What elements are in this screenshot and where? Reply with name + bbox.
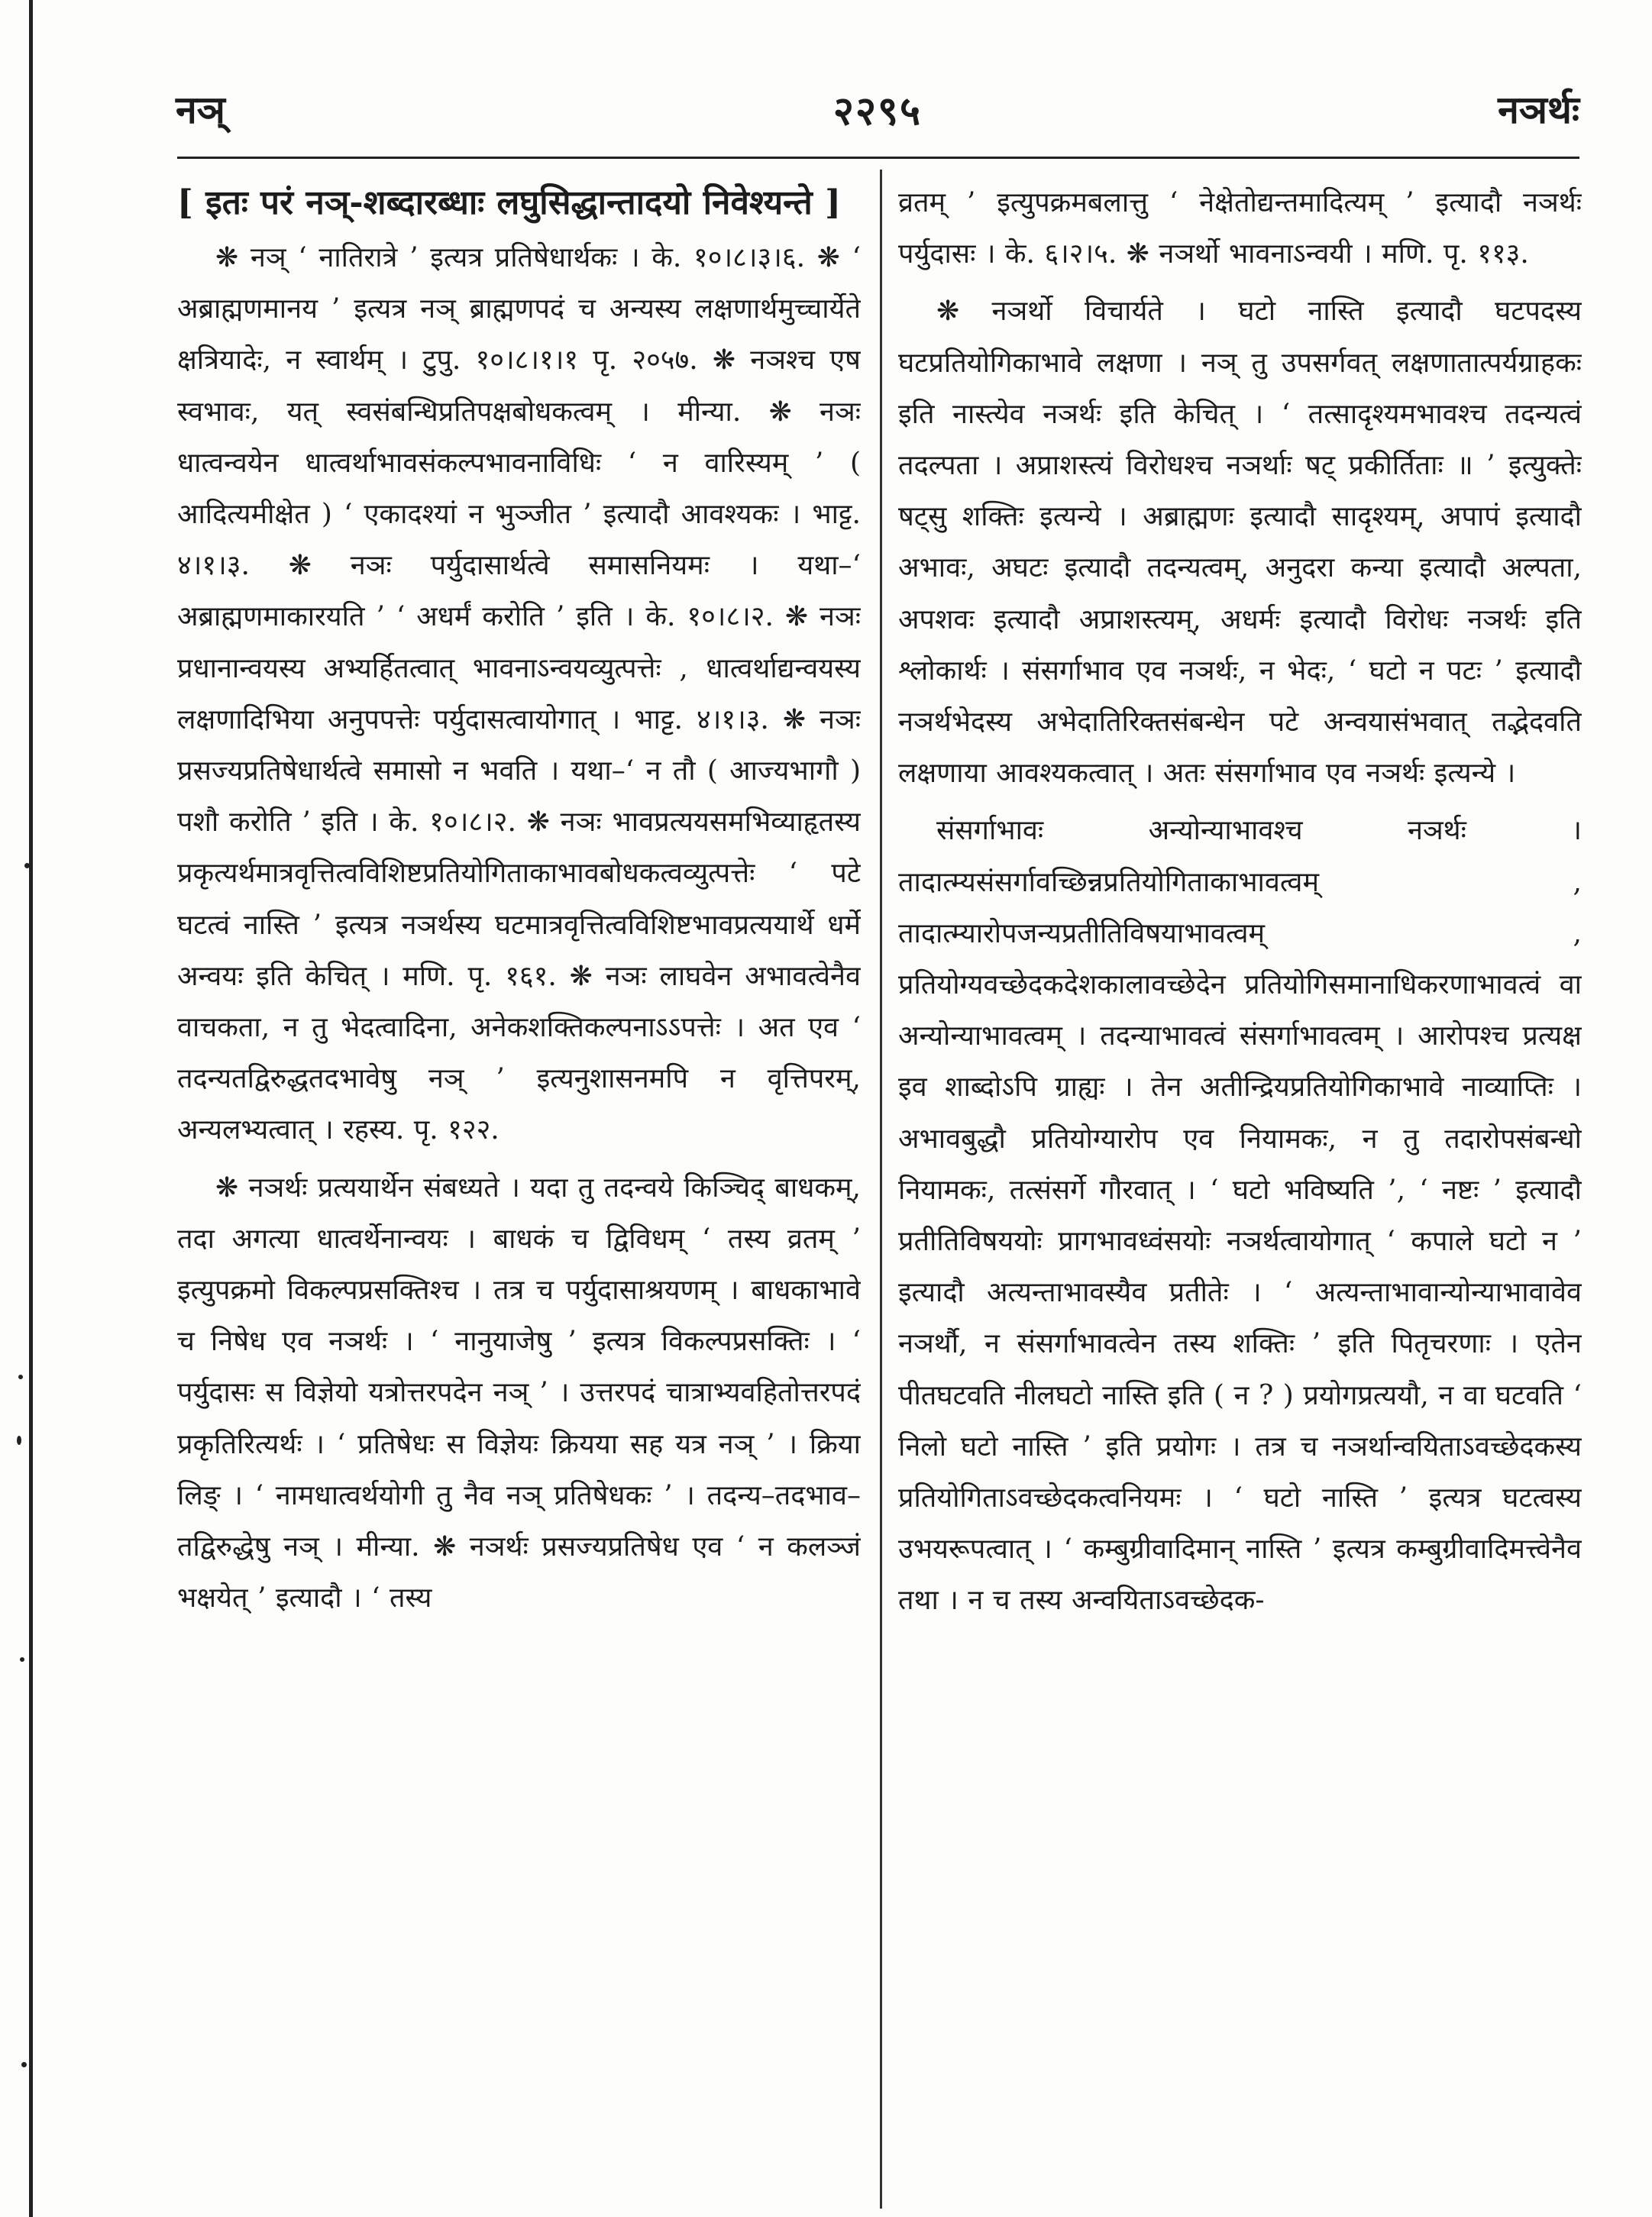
paragraph xyxy=(898,805,1582,1626)
running-header xyxy=(176,82,1579,144)
binding-edge-rule xyxy=(29,0,33,2217)
header-right-word: नञर्थः xyxy=(1498,87,1579,132)
paragraph-text: संसर्गाभावः अन्योन्याभावश्च नञर्थः । तादात्म्यसंसर्गावच्छिन्नप्रतियोगिताकाभावत्वम् , तादात्म्यारोपजन्यप्रतीतिविषयाभावत्वम् , प्रतियोग्यवच्छेदकदेशकालावच्छेदेन प्रतियोगिसमानाधिकरणाभावत्वं वा अन्योन्याभावत्वम् । तदन्याभावत्वं संसर्गाभावत्वम् । आरोपश्च प्रत्यक्ष इव शाब्दोऽपि ग्राह्यः । तेन अतीन्द्रियप्रतियोगिकाभावे नाव्याप्तिः । अभावबुद्धौ प्रतियोग्यारोप एव नियामकः, न तु तदारोपसंबन्धो नियामकः, तत्संसर्गे गौरवात् । ‘ घटो भविष्यति ’, ‘ नष्टः ’ इत्यादौ प्रतीतिविषययोः प्रागभावध्वंसयोः नञर्थत्वायोगात् ‘ कपाले घटो न ’ इत्यादौ अत्यन्ताभावस्यैव प्रतीतेः । ‘ अत्यन्ताभावान्योन्याभावावेव नञर्थौ, न संसर्गाभावत्वेन तस्य शक्तिः ’ इति पितृचरणाः । एतेन पीतघटवति नीलघटो नास्ति इति ( न ? ) प्रयोगप्रत्ययौ, न वा घटवति ‘ निलो घटो नास्ति ’ इति प्रयोगः । तत्र च नञर्थान्वयिताऽवच्छेदकस्य प्रतियोगिताऽवच्छेदकत्वनियमः । ‘ घटो नास्ति ’ इत्यत्र घटत्वस्य उभयरूपत्वात् । ‘ कम्बुग्रीवादिमान् नास्ति ’ इत्यत्र कम्बुग्रीवादिमत्त्वेनैव तथा । न च तस्य अन्वयिताऽवच्छेदक- xyxy=(898,815,1582,1617)
margin-speck xyxy=(18,1375,23,1379)
right-column xyxy=(898,177,1582,2209)
paragraph: व्रतम् ’ इत्युपक्रमबलात्तु ‘ नेक्षेतोद्यन्तमादित्यम् ’ इत्यादौ नञर्थः पर्युदासः । के. ६।२।५. ❋ नञर्थो भावनाऽन्वयी । मणि. पृ. ११३. xyxy=(898,187,1582,270)
left-column xyxy=(177,177,861,2209)
margin-speck xyxy=(21,2062,27,2067)
column-divider xyxy=(880,170,882,2209)
header-rule xyxy=(177,157,1579,159)
section-intro: [ इतः परं नञ्-शब्दारब्धाः लघुसिद्धान्तादयो निवेश्यन्ते ] xyxy=(177,183,841,222)
margin-speck xyxy=(17,1436,21,1445)
paragraph-text: ❋ नञ् ‘ नातिरात्रे ’ इत्यत्र प्रतिषेधार्थकः । के. १०।८।३।६. ❋ ‘ अब्राह्मणमानय ’ इत्यत्र नञ् ब्राह्मणपदं च अन्यस्य लक्षणार्थमुच्चार्येते क्षत्रियादेः, न स्वार्थम् । टुपु. १०।८।१।१ पृ. २०५७. ❋ नञश्च एष स्वभावः, यत् स्वसंबन्धिप्रतिपक्षबोधकत्वम् । मीन्या. ❋ नञः धात्वन्वयेन धात्वर्थाभावसंकल्पभावनाविधिः ‘ न वारिस्यम् ’ ( आदित्यमीक्षेत ) ‘ एकादश्यां न भुञ्जीत ’ इत्यादौ आवश्यकः । भाट्ट. ४।१।३. ❋ नञः पर्युदासार्थत्वे समासनियमः । यथा–‘ अब्राह्मणमाकारयति ’ ‘ अधर्मं करोति ’ इति । के. १०।८।२. ❋ नञः प्रधानान्वयस्य अभ्यर्हितत्वात् भावनाऽन्वयव्युत्पत्तेः , धात्वर्थाद्यन्वयस्य लक्षणादिभिया अनुपपत्तेः पर्युदासत्वायोगात् । भाट्ट. ४।१।३. ❋ नञः प्रसज्यप्रतिषेधार्थत्वे समासो न भवति । यथा–‘ न तौ ( आज्यभागौ ) पशौ करोति ’ इति । के. १०।८।२. ❋ नञः भावप्रत्ययसमभिव्याहृतस्य प्रकृत्यर्थमात्रवृत्तित्वविशिष्टप्रतियोगिताकाभावबोधकत्वव्युत्पत्तेः ‘ पटे घटत्वं नास्ति ’ इत्यत्र नञर्थस्य घटमात्रवृत्तित्वविशिष्टभावप्रत्ययार्थे धर्मे अन्वयः इति केचित् । मणि. पृ. १६१. ❋ नञः लाघवेन अभावत्वेनैव वाचकता, न तु भेदत्वादिना, अनेकशक्तिकल्पनाऽऽपत्तेः । अत एव ‘ तदन्यतद्विरुद्धतदभावेषु नञ् ’ इत्यनुशासनमपि न वृत्तिपरम्, अन्यलभ्यत्वात् । रहस्य. पृ. १२२. xyxy=(177,242,861,1146)
header-left-word: नञ् xyxy=(176,87,225,132)
paragraph xyxy=(898,286,1582,799)
paragraph-text: ❋ नञर्थो विचार्यते । घटो नास्ति इत्यादौ घटपदस्य घटप्रतियोगिकाभावे लक्षणा । नञ् तु उपसर्गवत् लक्षणातात्पर्यग्राहकः इति नास्त्येव नञर्थः इति केचित् । ‘ तत्सादृश्यमभावश्च तदन्यत्वं तदल्पता । अप्राशस्त्यं विरोधश्च नञर्थाः षट् प्रकीर्तिताः ॥ ’ इत्युक्तेः षट्सु शक्तिः इत्यन्ये । अब्राह्मणः इत्यादौ सादृश्यम्, अपापं इत्यादौ अभावः, अघटः इत्यादौ तदन्यत्वम्, अनुदरा कन्या इत्यादौ अल्पता, अपशवः इत्यादौ अप्राशस्त्यम्, अधर्मः इत्यादौ विरोधः नञर्थः इति श्लोकार्थः । संसर्गाभाव एव नञर्थः, न भेदः, ‘ घटो न पटः ’ इत्यादौ नञर्थभेदस्य अभेदातिरिक्तसंबन्धेन पटे अन्वयासंभवात् तद्भेदवति लक्षणाया आवश्यकत्वात् । अतः संसर्गाभाव एव नञर्थः इत्यन्ये । xyxy=(898,296,1582,790)
paragraph xyxy=(177,1162,861,1624)
page-number: २२९५ xyxy=(832,88,923,134)
paragraph-text: ❋ नञर्थः प्रत्ययार्थेन संबध्यते । यदा तु तदन्वये किञ्चिद् बाधकम्, तदा अगत्या धात्वर्थेनान्वयः । बाधकं च द्विविधम् ‘ तस्य व्रतम् ’ इत्युपक्रमो विकल्पप्रसक्तिश्च । तत्र च पर्युदासाश्रयणम् । बाधकाभावे च निषेध एव नञर्थः । ‘ नानुयाजेषु ’ इत्यत्र विकल्पप्रसक्तिः । ‘ पर्युदासः स विज्ञेयो यत्रोत्तरपदेन नञ् ’ । उत्तरपदं चात्राभ्यवहितोत्तरपदं प्रकृतिरित्यर्थः । ‘ प्रतिषेधः स विज्ञेयः क्रियया सह यत्र नञ् ’ । क्रिया लिङ् । ‘ नामधात्वर्थयोगी तु नैव नञ् प्रतिषेधकः ’ । तदन्य–तदभाव–तद्विरुद्धेषु नञ् । मीन्या. ❋ नञर्थः प्रसज्यप्रतिषेध एव ‘ न कलञ्जं भक्षयेत् ’ इत्यादौ । ‘ तस्य xyxy=(177,1172,861,1614)
margin-speck xyxy=(20,1657,24,1662)
margin-speck xyxy=(24,863,30,868)
paragraph xyxy=(177,232,861,1156)
